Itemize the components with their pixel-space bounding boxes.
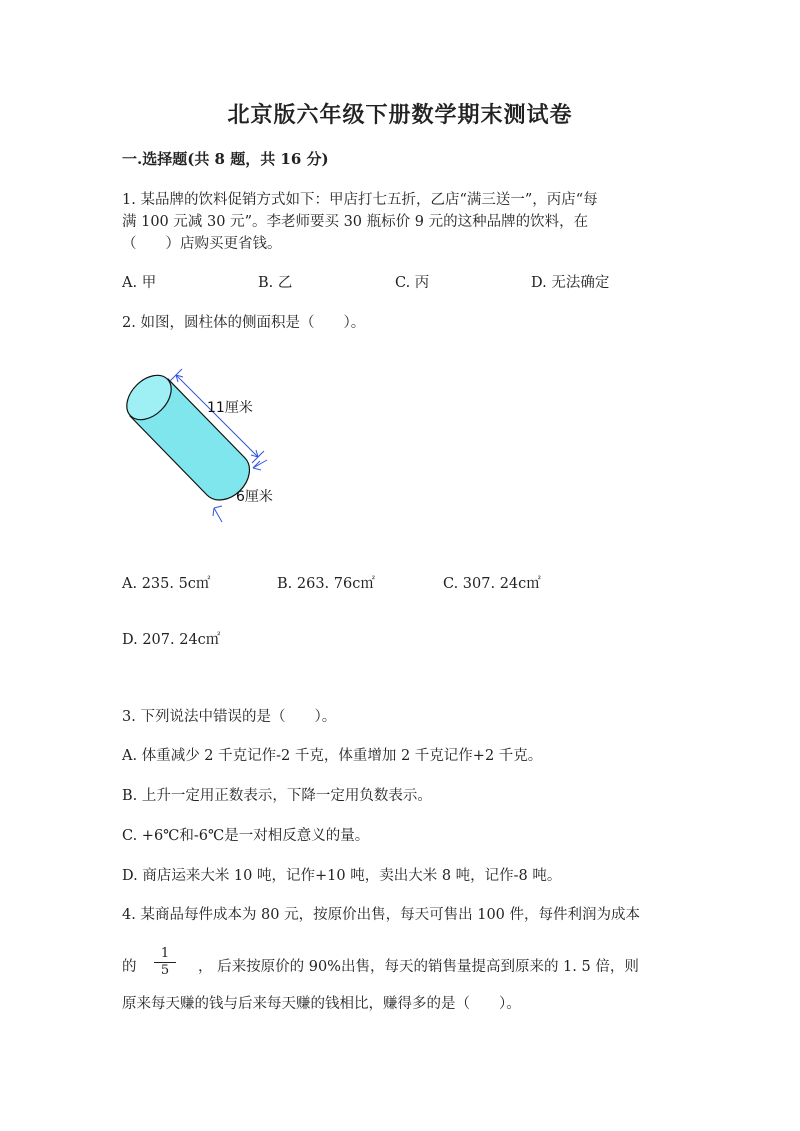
q4-line-2-prefix: 的	[122, 959, 137, 975]
q1-line-1: 1. 某品牌的饮料促销方式如下：甲店打七五折，乙店“满三送一”，丙店“每	[122, 192, 598, 208]
fraction-one-fifth	[154, 946, 176, 979]
q2-stem: 2. 如图，圆柱体的侧面积是（ ）。	[122, 315, 366, 331]
q1-option-d[interactable]: D. 无法确定	[531, 275, 610, 291]
fraction-denominator: 5	[160, 963, 170, 978]
q4-line-3: 原来每天赚的钱与后来每天赚的钱相比，赚得多的是（ ）。	[122, 996, 521, 1012]
q2-option-c[interactable]: C. 307. 24c㎡	[443, 576, 541, 592]
page-title: 北京版六年级下册数学期末测试卷	[227, 102, 573, 128]
q3-option-c[interactable]: C. +6℃和-6℃是一对相反意义的量。	[122, 828, 370, 844]
q2-option-b[interactable]: B. 263. 76c㎡	[277, 576, 375, 592]
q2-option-d[interactable]: D. 207. 24c㎡	[122, 632, 221, 648]
q1-line-2: 满 100 元减 30 元”。李老师要买 30 瓶标价 9 元的这种品牌的饮料，在	[122, 214, 589, 230]
q3-option-a[interactable]: A. 体重减少 2 千克记作-2 千克，体重增加 2 千克记作+2 千克。	[122, 748, 543, 764]
section-heading: 一.选择题(共 8 题，共 16 分)	[122, 150, 329, 168]
q2-option-a[interactable]: A. 235. 5c㎡	[122, 576, 211, 592]
cylinder-figure	[110, 360, 310, 530]
q3-option-b[interactable]: B. 上升一定用正数表示，下降一定用负数表示。	[122, 788, 432, 804]
q1-line-3: （ ）店购买更省钱。	[122, 236, 282, 252]
q4-line-2: ， 后来按原价的 90%出售，每天的销售量提高到原来的 1. 5 倍，则	[198, 959, 639, 975]
length-label: 11厘米	[207, 400, 253, 416]
fraction-numerator: 1	[154, 946, 176, 963]
q4-line-1: 4. 某商品每件成本为 80 元，按原价出售，每天可售出 100 件，每件利润为成本	[122, 907, 641, 923]
q1-option-c[interactable]: C. 丙	[395, 275, 430, 291]
q3-option-d[interactable]: D. 商店运来大米 10 吨，记作+10 吨，卖出大米 8 吨，记作-8 吨。	[122, 868, 562, 884]
diameter-label: 6厘米	[236, 489, 273, 505]
q1-option-b[interactable]: B. 乙	[258, 275, 293, 291]
q3-stem: 3. 下列说法中错误的是（ ）。	[122, 709, 337, 725]
q1-option-a[interactable]: A. 甲	[122, 275, 157, 291]
